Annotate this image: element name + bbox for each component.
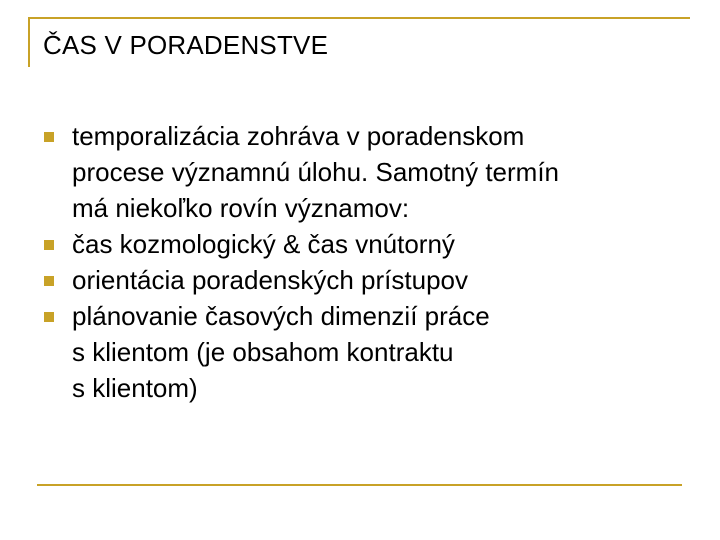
- bullet-item: [40, 262, 690, 298]
- bullet-text: čas kozmologický & čas vnútorný: [72, 229, 455, 259]
- bullet-item: [40, 298, 690, 406]
- bullet-text: temporalizácia zohráva v poradenskom procese významnú úlohu. Samotný termín má niekoľko rovín významov:: [72, 121, 560, 223]
- bullet-list: [40, 118, 690, 406]
- title-frame-left-line: [28, 17, 30, 67]
- bullet-item: [40, 226, 690, 262]
- footer-divider-line: [37, 484, 682, 486]
- square-bullet-icon: [44, 132, 54, 142]
- bullet-item: [40, 118, 690, 226]
- square-bullet-icon: [44, 276, 54, 286]
- title-frame-top-line: [28, 17, 690, 19]
- bullet-text: orientácia poradenských prístupov: [72, 265, 469, 295]
- square-bullet-icon: [44, 312, 54, 322]
- slide-title: ČAS V PORADENSTVE: [43, 30, 329, 60]
- bullet-text: plánovanie časových dimenzií práce s klientom (je obsahom kontraktu s klientom): [72, 301, 490, 403]
- square-bullet-icon: [44, 240, 54, 250]
